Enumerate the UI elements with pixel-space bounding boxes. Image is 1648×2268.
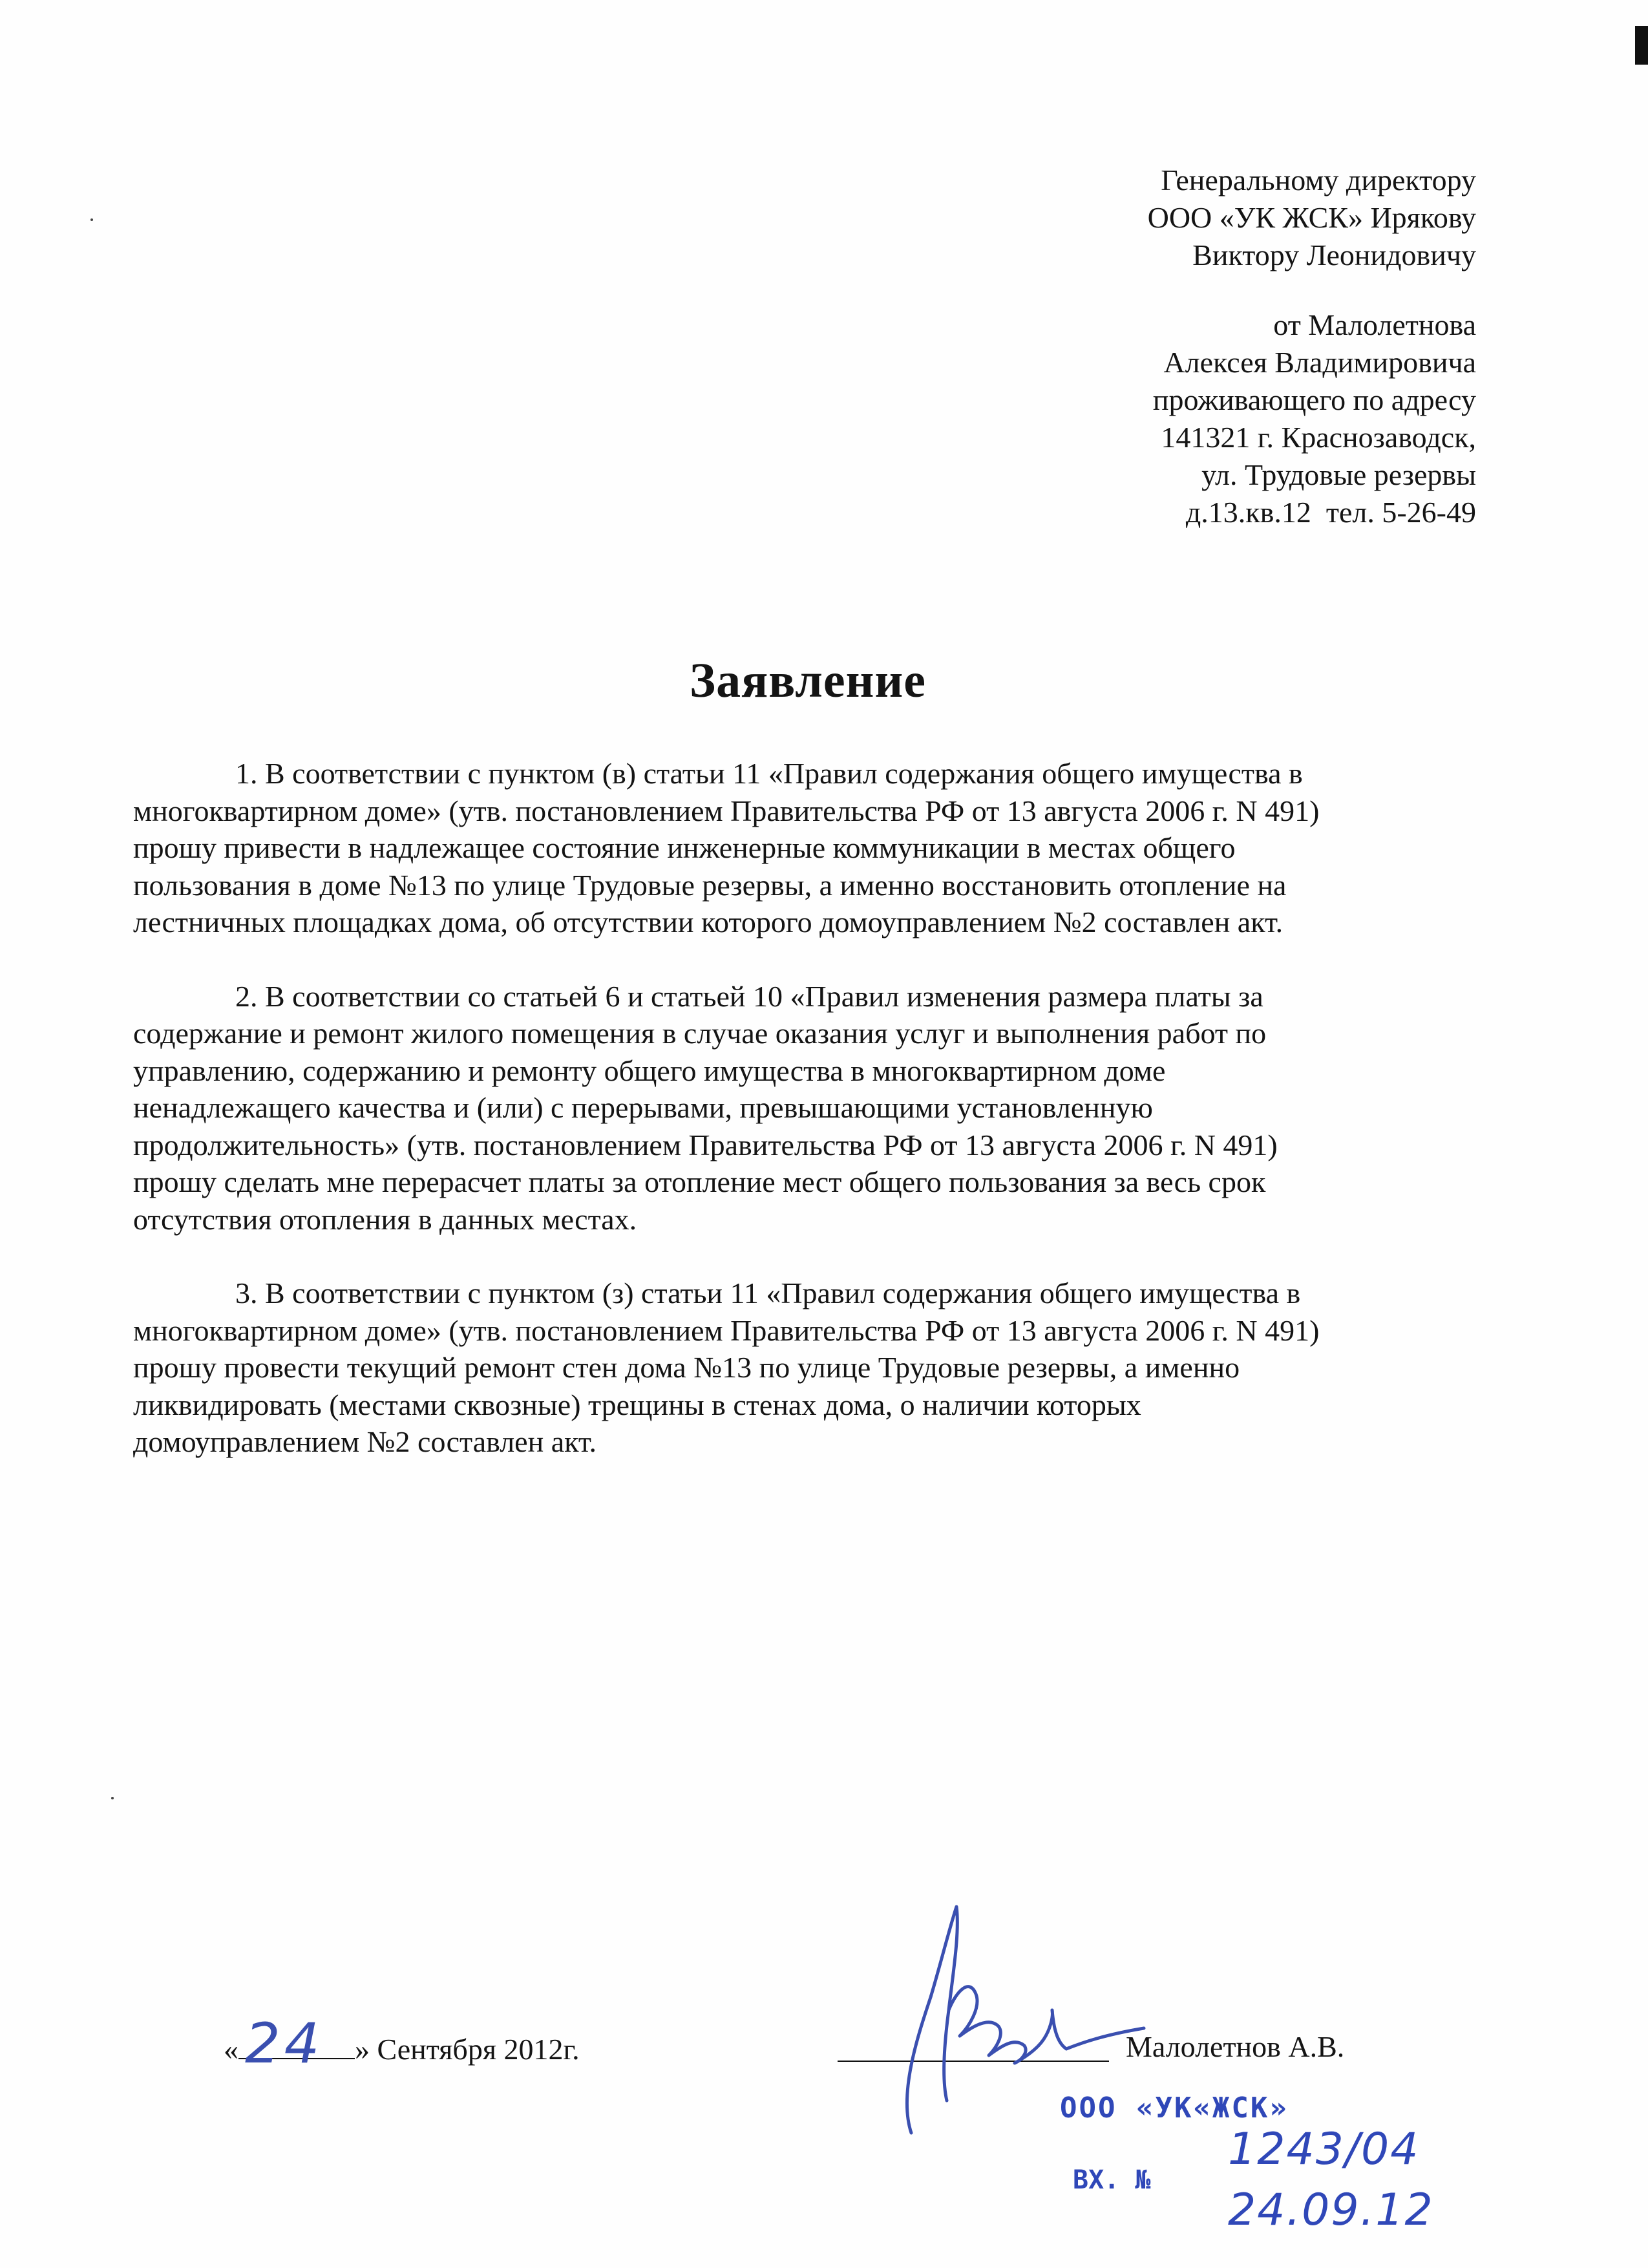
date-rest: » Сентября 2012г. [355, 2033, 580, 2066]
sender-line: ул. Трудовые резервы [1201, 458, 1476, 491]
sender-line: Алексея Владимировича [1163, 346, 1476, 379]
paragraph-1 [133, 755, 1452, 941]
paragraph-line: продолжительность» (утв. постановлением Правительства РФ от 13 августа 2006 г. N 491) [133, 1128, 1278, 1161]
date-day-handwritten: 24 [245, 2011, 324, 2076]
paragraph-line: домоуправлением №2 составлен акт. [133, 1425, 597, 1458]
scan-speck [90, 218, 93, 221]
addressee-block [830, 162, 1476, 531]
paragraph-line: 1. В соответствии с пунктом (в) статьи 11 «Правил содержания общего имущества в [235, 757, 1303, 790]
paragraph-line: пользования в доме №13 по улице Трудовые резервы, а именно восстановить отопление на [133, 868, 1287, 902]
date-open-quote: « [224, 2033, 238, 2066]
paragraph-line: ликвидировать (местами сквозные) трещины в стенах дома, о наличии которых [133, 1388, 1141, 1421]
paragraph-line: прошу сделать мне перерасчет платы за отопление мест общего пользования за весь срок [133, 1165, 1266, 1198]
paragraph-line: прошу привести в надлежащее состояние инженерные коммуникации в местах общего [133, 831, 1236, 864]
paragraph-line: многоквартирном доме» (утв. постановлением Правительства РФ от 13 августа 2006 г. N 491) [133, 794, 1320, 827]
paragraph-line: лестничных площадках дома, об отсутствии которого домоуправлением №2 составлен акт. [133, 906, 1284, 938]
stamp-organization: ООО «УК«ЖСК» [1060, 2092, 1289, 2125]
sender-line: от Малолетнова [1273, 308, 1476, 341]
paragraph-line: ненадлежащего качества и (или) с перерывами, превышающими установленную [133, 1091, 1153, 1124]
paragraph-line: управлению, содержанию и ремонту общего имущества в многоквартирном доме [133, 1054, 1166, 1087]
signer-name: Малолетнов А.В. [1126, 2030, 1345, 2063]
stamp-incoming-label: ВХ. № [1073, 2165, 1151, 2195]
addressee-line: ООО «УК ЖСК» Ирякову [1147, 201, 1476, 234]
document-body [133, 755, 1452, 1498]
paragraph-line: содержание и ремонт жилого помещения в случае оказания услуг и выполнения работ по [133, 1017, 1267, 1050]
stamp-incoming-number: 1243/04 [1228, 2124, 1420, 2175]
sender-line: д.13.кв.12 тел. 5-26-49 [1185, 496, 1476, 529]
date-line [224, 2011, 580, 2076]
sender-line: 141321 г. Краснозаводск, [1161, 421, 1476, 454]
paragraph-line: 3. В соответствии с пунктом (з) статьи 11 «Правил содержания общего имущества в [235, 1277, 1301, 1309]
date-day-blank [238, 2011, 355, 2076]
addressee-line: Виктору Леонидовичу [1192, 238, 1476, 271]
addressee-line: Генеральному директору [1161, 164, 1476, 196]
paragraph-line: многоквартирном доме» (утв. постановлением Правительства РФ от 13 августа 2006 г. N 491) [133, 1313, 1320, 1347]
scan-edge-mark [1635, 26, 1648, 65]
document-title: Заявление [690, 653, 926, 708]
paragraph-2 [133, 978, 1452, 1238]
scan-speck [111, 1797, 114, 1799]
sender-line: проживающего по адресу [1152, 383, 1476, 416]
stamp-incoming-date: 24.09.12 [1228, 2185, 1434, 2236]
paragraph-line: 2. В соответствии со статьей 6 и статьей 10 «Правил изменения размера платы за [235, 979, 1263, 1013]
paragraph-line: прошу провести текущий ремонт стен дома №13 по улице Трудовые резервы, а именно [133, 1351, 1240, 1384]
paragraph-line: отсутствия отопления в данных местах. [133, 1202, 637, 1236]
paragraph-3 [133, 1275, 1452, 1461]
